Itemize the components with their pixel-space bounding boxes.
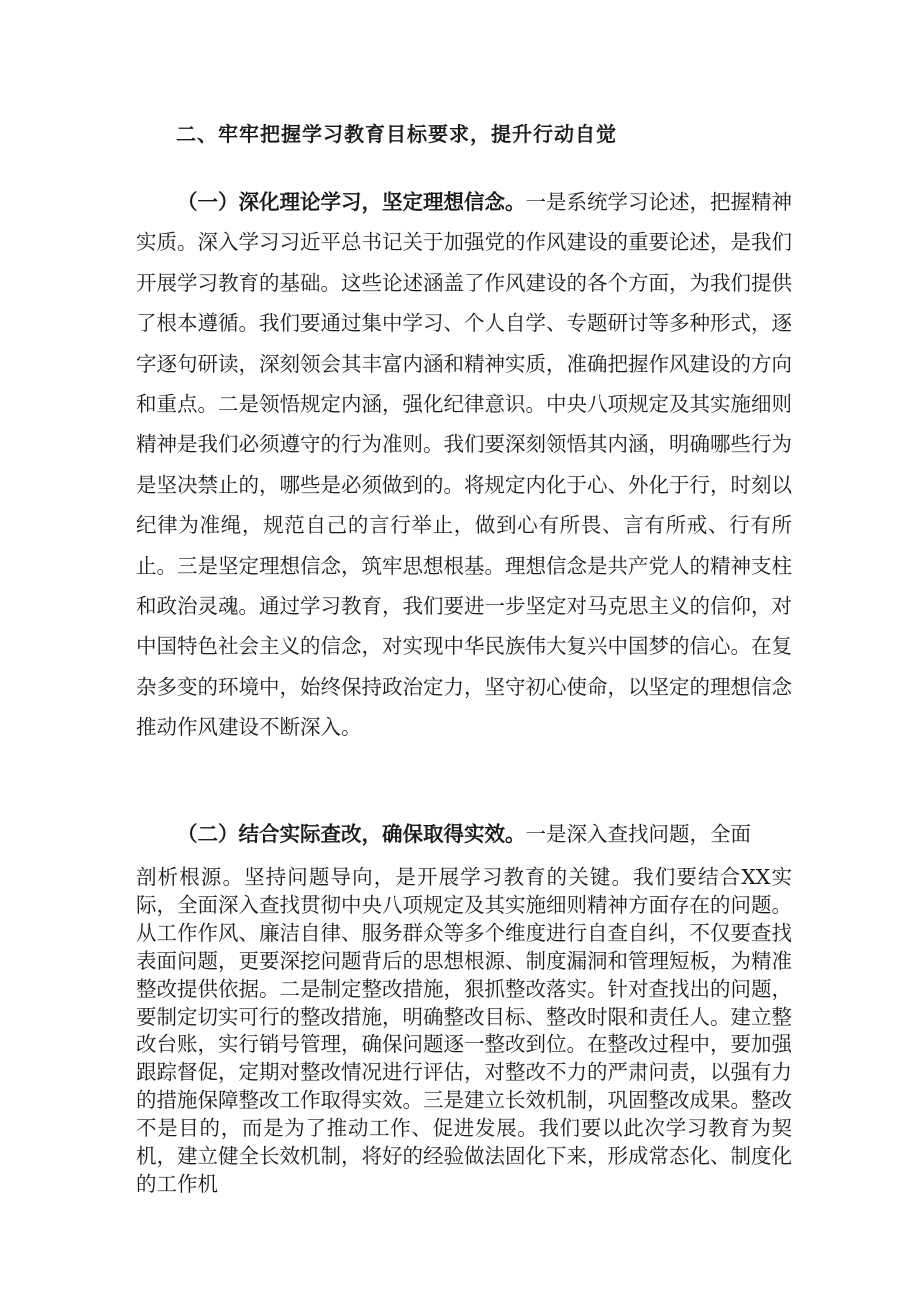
paragraph-theory-study xyxy=(136,182,792,748)
paragraph-first-line-rectification: 一是深入查找问题，全面 xyxy=(525,822,751,846)
paragraph-body-rectification: 剖析根源。坚持问题导向，是开展学习教育的关键。我们要结合XX实际，全面深入查找贯彻中央八项规定及其实施细则精神方面存在的问题。从工作作风、廉洁自律、服务群众等多个维度进行自查自纠，不仅要查找表面问题，更要深挖问题背后的思想根源、制度漏洞和管理短板，为精准整改提供依据。二是制定整改措施，狠抓整改落实。针对查找出的问题，要制定切实可行的整改措施，明确整改目标、整改时限和责任人。建立整改台账，实行销号管理，确保问题逐一整改到位。在整改过程中，要加强跟踪督促，定期对整改情况进行评估，对整改不力的严肃问责，以强有力的措施保障整改工作取得实效。三是建立长效机制，巩固整改成果。整改不是目的，而是为了推动工作、促进发展。我们要以此次学习教育为契机，建立健全长效机制，将好的经验做法固化下来，形成常态化、制度化的工作机 xyxy=(136,865,792,1196)
paragraph-body-theory-study: 一是系统学习论述，把握精神实质。深入学习习近平总书记关于加强党的作风建设的重要论述，是我们开展学习教育的基础。这些论述涵盖了作风建设的各个方面，为我们提供了根本遵循。我们要通过集中学习、个人自学、专题研讨等多种形式，逐字逐句研读，深刻领会其丰富内涵和精神实质，准确把握作风建设的方向和重点。二是领悟规定内涵，强化纪律意识。中央八项规定及其实施细则精神是我们必须遵守的行为准则。我们要深刻领悟其内涵，明确哪些行为是坚决禁止的，哪些是必须做到的。将规定内化于心、外化于行，时刻以纪律为准绳，规范自己的言行举止，做到心有所畏、言有所戒、行有所止。三是坚定理想信念，筑牢思想根基。理想信念是共产党人的精神支柱和政治灵魂。通过学习教育，我们要进一步坚定对马克思主义的信仰，对中国特色社会主义的信念，对实现中华民族伟大复兴中国梦的信心。在复杂多变的环境中，始终保持政治定力，坚守初心使命，以坚定的理想信念推动作风建设不断深入。 xyxy=(136,190,792,740)
paragraph-lead-rectification: （二）结合实际查改，确保取得实效。 xyxy=(177,822,526,846)
paragraph-lead-theory-study: （一）深化理论学习，坚定理想信念。 xyxy=(177,190,526,214)
paragraph-rectification-heading xyxy=(136,814,792,854)
section-heading: 二、牢牢把握学习教育目标要求，提升行动自觉 xyxy=(176,122,617,146)
